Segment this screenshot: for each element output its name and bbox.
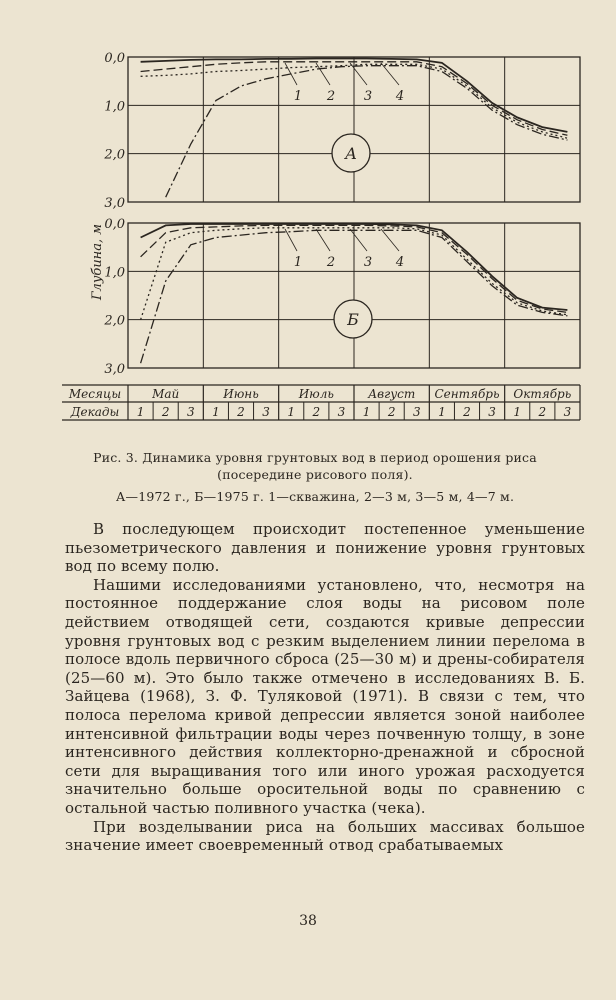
series-leader-line xyxy=(285,63,297,85)
panel-label: А xyxy=(344,144,358,163)
decade-label: 3 xyxy=(563,405,572,419)
series-number-label: 2 xyxy=(326,255,336,270)
decade-label: 2 xyxy=(161,405,170,419)
groundwater-figure xyxy=(0,0,616,440)
series-leader-line xyxy=(350,229,367,251)
series-line-4 xyxy=(166,66,568,198)
series-number-label: 2 xyxy=(326,89,336,104)
decade-label: 1 xyxy=(513,405,522,419)
panel-label: Б xyxy=(347,310,359,329)
y-axis-label: Глубина, м xyxy=(90,223,105,301)
decade-label: 1 xyxy=(287,405,296,419)
series-leader-line xyxy=(381,229,399,251)
decade-label: 3 xyxy=(488,405,496,419)
series-number-label: 4 xyxy=(395,89,405,104)
y-tick-label: 3,0 xyxy=(104,362,125,377)
month-label: Август xyxy=(368,387,416,401)
month-label: Сентябрь xyxy=(434,387,500,401)
decade-label: 2 xyxy=(538,405,547,419)
month-label: Июль xyxy=(298,387,334,401)
y-tick-label: 0,0 xyxy=(104,217,125,232)
series-number-label: 1 xyxy=(293,89,303,104)
decade-label: 2 xyxy=(387,405,396,419)
y-tick-label: 2,0 xyxy=(104,147,125,163)
paragraph: При возделывании риса на больших массивах большое значение имеет своевременный отвод срабатываемых xyxy=(65,817,585,855)
y-tick-label: 1,0 xyxy=(104,265,125,281)
month-label: Октябрь xyxy=(513,387,572,401)
decade-label: 2 xyxy=(312,405,321,419)
series-leader-line xyxy=(316,63,330,85)
panel-a-chart xyxy=(103,51,580,211)
body-text xyxy=(65,520,585,855)
figure-caption-legend: А—1972 г., Б—1975 г. 1—скважина, 2—3 м, 3—5 м, 4—7 м. xyxy=(115,489,515,504)
panel-b-chart xyxy=(103,217,580,377)
decade-label: 1 xyxy=(438,405,446,419)
decade-label: 2 xyxy=(237,405,245,419)
y-tick-label: 3,0 xyxy=(104,196,125,211)
series-number-label: 3 xyxy=(363,255,373,270)
decade-label: 1 xyxy=(136,405,145,419)
series-number-label: 1 xyxy=(293,255,303,270)
page-number: 38 xyxy=(299,913,317,929)
decade-label: 1 xyxy=(212,405,220,419)
series-number-label: 4 xyxy=(395,255,405,270)
month-label: Июнь xyxy=(223,387,259,401)
months-row-label: Месяцы xyxy=(68,387,122,401)
figure-caption-subtitle: (посередине рисового поля). xyxy=(217,467,413,482)
y-tick-label: 1,0 xyxy=(104,99,125,115)
series-leader-line xyxy=(316,229,330,251)
decade-label: 2 xyxy=(463,405,471,419)
figure-caption-title: Рис. 3. Динамика уровня грунтовых вод в период орошения риса xyxy=(93,450,537,465)
series-leader-line xyxy=(285,229,297,251)
paragraph: Нашими исследованиями установлено, что, несмотря на постоянное поддержание слоя воды на рисовом поле действием отводящей сети, создаются кривые депрессии уровня грунтовых вод с резким выделением линии перелома в полосе вдоль первичного сброса (25—30 м) и дрены-собирателя (25—60 м). Это было также отмечено в исследованиях В. Б. Зайцева (1968), З. Ф. Туляковой (1971). В связи с тем, что полоса перелома кривой депрессии является зоной наиболее интенсивной фильтрации воды через почвенную толщу, в зоне интенсивного действия коллекторно-дренажной и сбросной сети для выращивания того или иного урожая расходуется значительно больше оросительной воды по сравнению с остальной частью поливного участка (чека). xyxy=(65,575,585,817)
decades-row-label: Декады xyxy=(70,405,120,419)
decade-label: 1 xyxy=(362,405,371,419)
decade-label: 3 xyxy=(412,405,421,419)
decade-label: 3 xyxy=(186,405,195,419)
decade-label: 3 xyxy=(262,405,270,419)
decade-label: 3 xyxy=(337,405,346,419)
y-tick-label: 2,0 xyxy=(104,313,125,329)
y-tick-label: 0,0 xyxy=(104,51,125,66)
month-label: Май xyxy=(152,387,180,401)
series-number-label: 3 xyxy=(363,89,373,104)
paragraph: В последующем происходит постепенное уменьшение пьезометрического давления и понижение уровня грунтовых вод по всему полю. xyxy=(65,520,585,576)
months-decades-table xyxy=(62,385,580,420)
